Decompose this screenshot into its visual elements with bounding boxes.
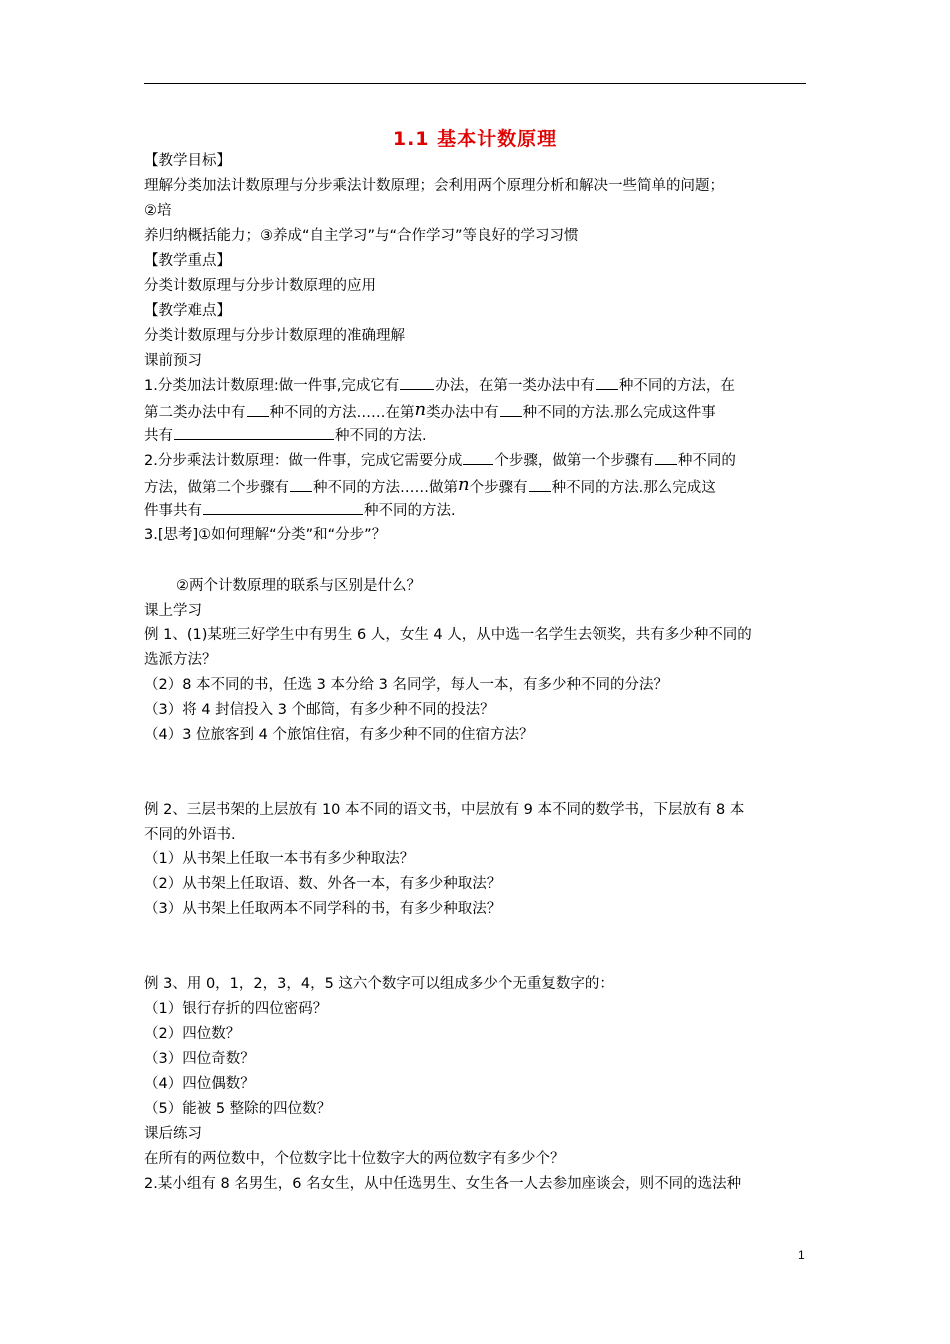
example-2-line-2: 不同的外语书. xyxy=(144,827,236,843)
goals-header: 【教学目标】 xyxy=(144,153,231,169)
q1-line-1 xyxy=(144,375,735,396)
example-2-part-2: （2）从书架上任取语、数、外各一本，有多少种取法？ xyxy=(144,876,502,892)
goals-text-line-1: 理解分类加法计数原理与分步乘法计数原理；会利用两个原理分析和解决一些简单的问题； xyxy=(144,178,724,194)
q2-text-d: 方法，做第二个步骤有 xyxy=(144,480,289,496)
example-3-part-4: （4）四位偶数？ xyxy=(144,1076,255,1092)
example-1-part-2: （2）8 本不同的书，任选 3 本分给 3 名同学，每人一本，有多少种不同的分法？ xyxy=(144,677,668,693)
example-3-line-1: 例 3、用 0，1，2，3，4，5 这六个数字可以组成多少个无重复数字的： xyxy=(144,976,614,992)
page-title: 1.1 基本计数原理 xyxy=(392,128,558,150)
variable-n: n xyxy=(414,399,427,420)
q1-line-3 xyxy=(144,425,427,446)
fill-blank[interactable] xyxy=(500,402,522,417)
goals-text-line-2: ②培 xyxy=(144,203,172,219)
variable-n: n xyxy=(458,474,470,495)
example-1-line-2: 选派方法？ xyxy=(144,652,217,668)
fill-blank[interactable] xyxy=(400,375,434,390)
difficulty-header: 【教学难点】 xyxy=(144,303,231,319)
fill-blank[interactable] xyxy=(174,425,334,440)
q1-text-f: 类办法中有 xyxy=(426,405,499,421)
q1-text-i: 种不同的方法. xyxy=(335,428,427,444)
q1-text-b: 办法，在第一类办法中有 xyxy=(435,378,595,394)
example-2-line-1: 例 2、三层书架的上层放有 10 本不同的语文书，中层放有 9 本不同的数学书，下层放有 8 本 xyxy=(144,802,745,818)
key-points-header: 【教学重点】 xyxy=(144,253,231,269)
fill-blank[interactable] xyxy=(655,450,677,465)
page-number: 1 xyxy=(798,1248,805,1262)
q2-text-a: 2.分步乘法计数原理：做一件事，完成它需要分成 xyxy=(144,453,463,469)
q1-text-e: 种不同的方法……在第 xyxy=(269,405,415,421)
fill-blank[interactable] xyxy=(247,402,269,417)
example-3-part-3: （3）四位奇数？ xyxy=(144,1051,255,1067)
q2-text-h: 件事共有 xyxy=(144,503,202,519)
homework-question-1: 在所有的两位数中，个位数字比十位数字大的两位数字有多少个？ xyxy=(144,1151,565,1167)
difficulty-text: 分类计数原理与分步计数原理的准确理解 xyxy=(144,328,405,344)
q2-text-e: 种不同的方法……做第 xyxy=(313,480,458,496)
homework-question-2: 2.某小组有 8 名男生，6 名女生，从中任选男生、女生各一人去参加座谈会，则不同的选法种 xyxy=(144,1176,742,1192)
header-rule xyxy=(144,83,806,84)
fill-blank[interactable] xyxy=(529,477,551,492)
q1-line-2 xyxy=(144,400,716,423)
example-3-part-2: （2）四位数？ xyxy=(144,1026,241,1042)
homework-header: 课后练习 xyxy=(144,1126,202,1142)
q1-text-c: 种不同的方法，在 xyxy=(618,378,735,394)
q2-line-3 xyxy=(144,500,456,521)
fill-blank[interactable] xyxy=(463,450,493,465)
key-points-text: 分类计数原理与分步计数原理的应用 xyxy=(144,278,376,294)
example-3-part-1: （1）银行存折的四位密码？ xyxy=(144,1001,328,1017)
q1-text-h: 共有 xyxy=(144,428,173,444)
q2-text-g: 种不同的方法.那么完成这 xyxy=(551,480,716,496)
goals-text-line-3: 养归纳概括能力；③养成“自主学习”与“合作学习”等良好的学习习惯 xyxy=(144,228,579,244)
class-header: 课上学习 xyxy=(144,603,202,619)
q1-text-g: 种不同的方法.那么完成这件事 xyxy=(522,405,716,421)
example-2-part-3: （3）从书架上任取两本不同学科的书，有多少种取法？ xyxy=(144,901,502,917)
fill-blank[interactable] xyxy=(596,375,618,390)
q2-line-2 xyxy=(144,475,716,498)
q2-line-1 xyxy=(144,450,736,471)
q2-text-c: 种不同的 xyxy=(677,453,736,469)
example-3-part-5: （5）能被 5 整除的四位数？ xyxy=(144,1101,332,1117)
preview-header: 课前预习 xyxy=(144,353,202,369)
fill-blank[interactable] xyxy=(290,477,312,492)
q2-text-b: 个步骤，做第一个步骤有 xyxy=(494,453,654,469)
example-1-part-3: （3）将 4 封信投入 3 个邮筒，有多少种不同的投法？ xyxy=(144,702,495,718)
q2-text-f: 个步骤有 xyxy=(469,480,528,496)
example-2-part-1: （1）从书架上任取一本书有多少种取法？ xyxy=(144,851,415,867)
think-question-1: 3.[思考]①如何理解“分类”和“分步”？ xyxy=(144,527,387,543)
example-1-line-1: 例 1、(1)某班三好学生中有男生 6 人，女生 4 人，从中选一名学生去领奖，共有多少种不同的 xyxy=(144,627,752,643)
example-1-part-4: （4）3 位旅客到 4 个旅馆住宿，有多少种不同的住宿方法？ xyxy=(144,727,534,743)
q1-text-d: 第二类办法中有 xyxy=(144,405,246,421)
think-question-2: ②两个计数原理的联系与区别是什么？ xyxy=(176,578,421,594)
q2-text-i: 种不同的方法. xyxy=(364,503,456,519)
q1-text-a: 1.分类加法计数原理:做一件事,完成它有 xyxy=(144,378,400,394)
fill-blank[interactable] xyxy=(203,500,363,515)
